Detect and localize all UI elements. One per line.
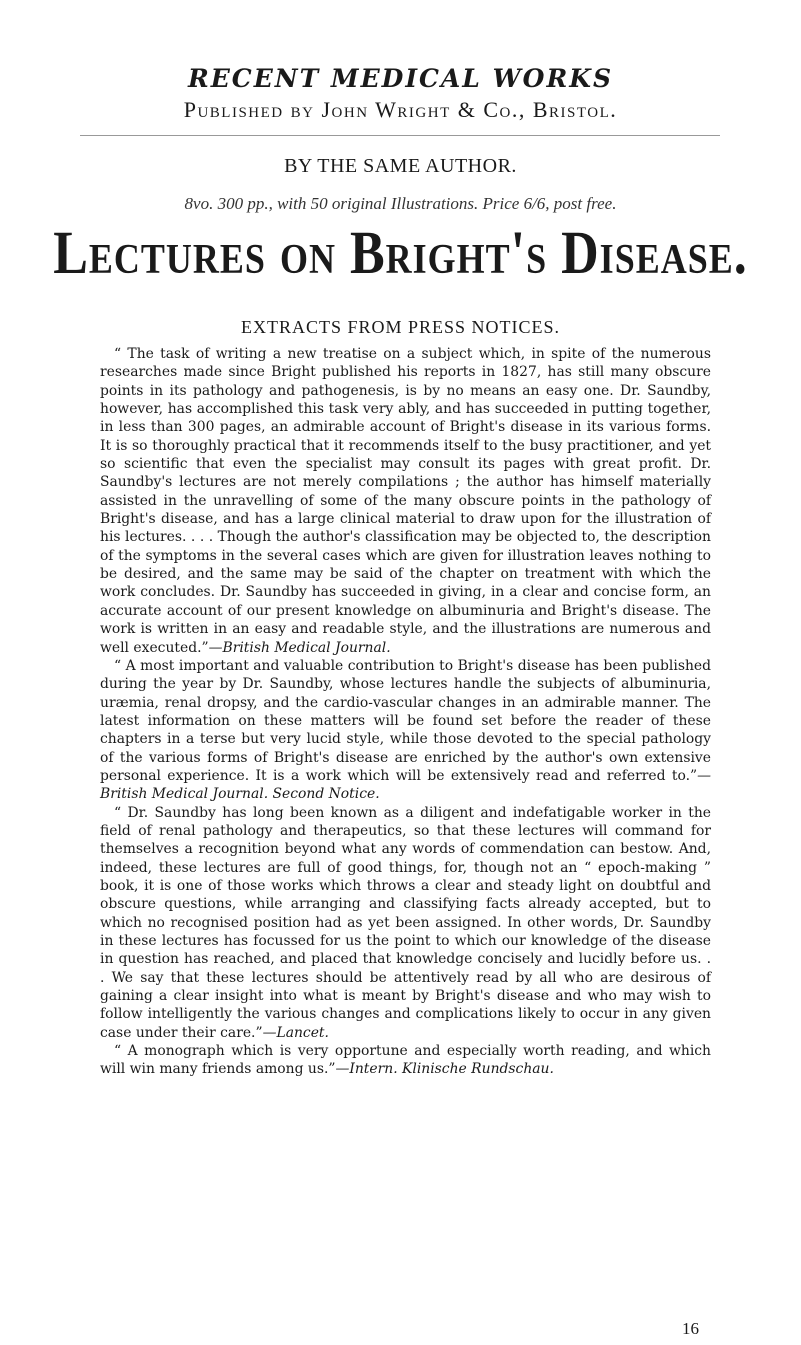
notice-text: “ The task of writing a new treatise on a subject which, in spite of the numerous researches made since Bright published his reports in 1827, has still many obscure points in its pathology and pathogenesis, is by no means an easy one. Dr. Saundby, however, has accomplished this task very ably, and has succeeded in putting together, in less than 300 pages, an admirable account of Bright's disease in its various forms. It is so thoroughly practical that it recommends itself to the busy practitioner, and yet so scientific that even the specialist may consult its pages with great profit. Dr. Saundby's lectures are not merely compilations ; the author has himself materially assisted in the unravelling of some of the many obscure points in the pathology of Bright's disease, and has a large clinical material to draw upon for the illustration of his lectures. . . . Though the author's classification may be objected to, the description of the symptoms in the several cases which are given for illustration leaves nothing to be desired, and the same may be said of the chapter on treatment with which the work concludes. Dr. Saundby has succeeded in giving, in a clear and concise form, an accurate account of our present knowledge on albuminuria and Bright's disease. The work is written in an easy and readable style, and the illustrations are numerous and well executed.”	[100, 346, 711, 656]
notice-source: —Intern. Klinische Rundschau.	[335, 1061, 554, 1078]
press-notice	[100, 657, 711, 804]
edition-details: 8vo. 300 pp., with 50 original Illustrations. Price 6/6, post free.	[184, 194, 617, 213]
press-notices	[100, 345, 711, 1079]
press-notice	[100, 804, 711, 1042]
press-notice	[100, 345, 711, 657]
notice-text: “ A most important and valuable contribution to Bright's disease has been published during the year by Dr. Saundby, whose lectures handle the subjects of albuminuria, uræmia, renal dropsy, and the cardio-vascular changes in an admirable manner. The latest information on these matters will be found set before the reader of these chapters in a terse but very lucid style, while those devoted to the special pathology of the various forms of Bright's disease are enriched by the author's own extensive personal experience. It is a work which will be extensively read and referred to.”	[100, 657, 711, 784]
header-title: RECENT MEDICAL WORKS	[187, 64, 614, 93]
notice-source: —Lancet.	[262, 1024, 329, 1041]
notice-source: —British Medical Journal.	[208, 639, 391, 656]
notice-text: “ Dr. Saundby has long been known as a diligent and indefatigable worker in the field of renal pathology and therapeutics, so that these lectures will command for themselves a recognition beyond what any words of commendation can bestow. And, indeed, these lectures are full of good things, for, though not an “ epoch-making ” book, it is one of those works which throws a clear and steady light on doubtful and obscure questions, while arranging and classifying facts already accepted, but to which no recognised position had as yet been assigned. In other words, Dr. Saundby in these lectures has focussed for us the point to which our knowledge of the disease in question has reached, and placed that knowledge concisely and lucidly before us. . . We say that these lectures should be attentively read by all who are desirous of gaining a clear insight into what is meant by Bright's disease and who may wish to follow intelligently the various changes and complications likely to occur in any given case under their care.”	[100, 804, 711, 1041]
extracts-heading: EXTRACTS FROM PRESS NOTICES.	[240, 317, 561, 337]
page-number: 16	[682, 1319, 699, 1338]
press-notice	[100, 1042, 711, 1079]
notice-source: —British Medical Journal. Second Notice.	[100, 767, 711, 803]
notice-text: “ A monograph which is very opportune and especially worth reading, and which will win many friends among us.”	[100, 1043, 711, 1078]
book-title: Lectures on Bright's Disease.	[53, 219, 748, 288]
publisher-line: Published by John Wright & Co., Bristol.	[183, 97, 618, 122]
author-line: BY THE SAME AUTHOR.	[284, 155, 517, 177]
header-divider	[80, 135, 720, 136]
